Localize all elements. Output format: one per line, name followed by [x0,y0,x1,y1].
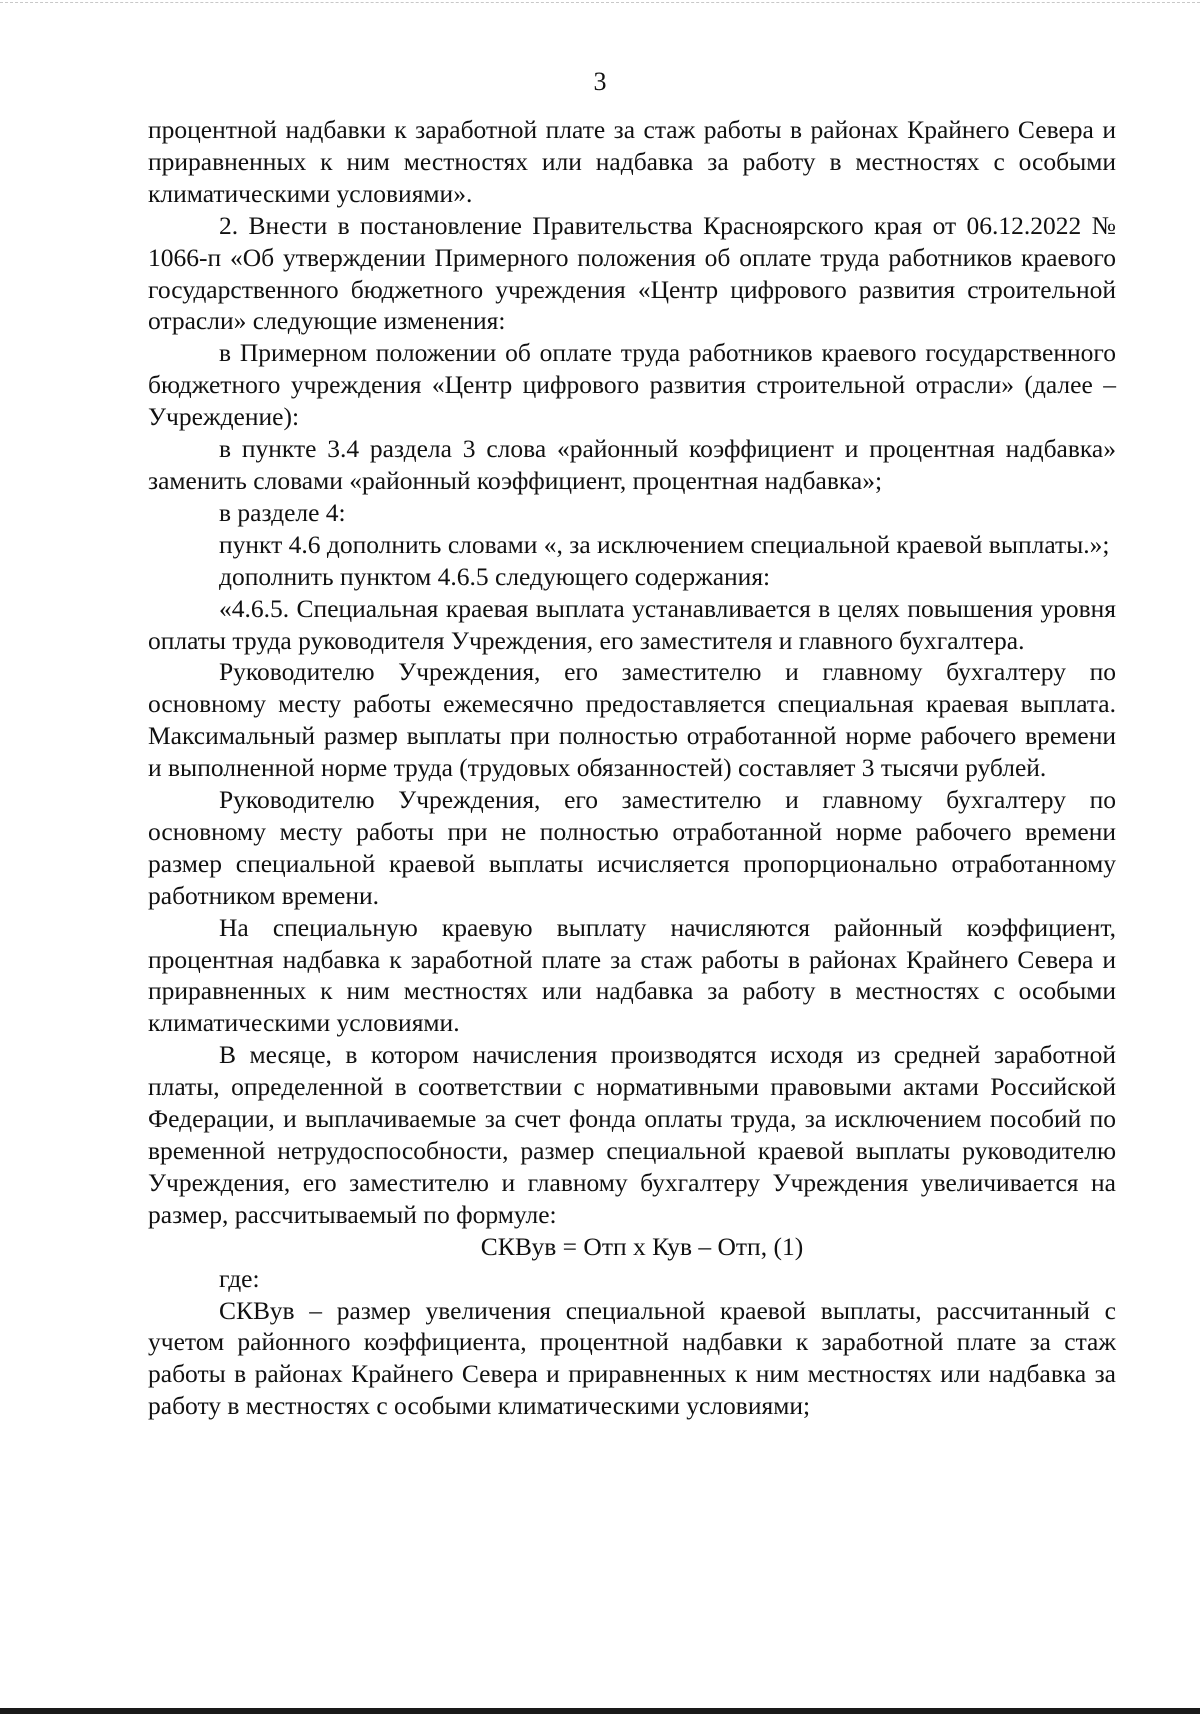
page-number: 3 [593,67,607,96]
paragraph-partial-time: Руководителю Учреждения, его заместителю и главному бухгалтеру по основному месту работы при не полностью отработанной норме рабочего времени размер специальной краевой выплаты исчисляется пропорционально отработанному работником времени. [148,785,1116,910]
paragraph-continuation: процентной надбавки к заработной плате за стаж работы в районах Крайнего Севера и приравненных к ним местностях или надбавка за работу в местностях с особыми климатическими условиями». [148,115,1116,208]
paragraph-amendment-intro: в Примерном положении об оплате труда работников краевого государственного бюджетного учреждения «Центр цифрового развития строительной отрасли» (далее – Учреждение): [148,338,1116,432]
paragraph-where: где: [219,1263,260,1293]
paragraph-item-2: 2. Внести в постановление Правительства Красноярского края от 06.12.2022 № 1066-п «Об утверждении Примерного положения об оплате труда работников краевого государственного бюджетного учреждения «Центр цифрового развития строительной отрасли» следующие изменения: [148,210,1116,336]
document-body [148,114,1116,1422]
paragraph-point-4-6: пункт 4.6 дополнить словами «, за исключением специальной краевой выплаты.»; [219,529,1110,559]
scan-edge-bottom [0,1708,1200,1714]
paragraph-add-4-6-5: дополнить пунктом 4.6.5 следующего содержания: [219,561,771,591]
formula-1: СКВув = Отп х Кув – Отп, (1) [480,1231,804,1261]
paragraph-section-3-4: в пункте 3.4 раздела 3 слова «районный коэффициент и процентная надбавка» заменить словами «районный коэффициент, процентная надбавка»; [148,434,1116,495]
scan-edge-top [0,2,1200,4]
paragraph-average-salary: В месяце, в котором начисления производятся исходя из средней заработной платы, определенной в соответствии с нормативными правовыми актами Российской Федерации, и выплачиваемые за счет фонда оплаты труда, за исключением пособий по временной нетрудоспособности, размер специальной краевой выплаты руководителю Учреждения, его заместителю и главному бухгалтеру Учреждения увеличивается на размер, рассчитываемый по формуле: [148,1040,1116,1229]
paragraph-monthly-payment: Руководителю Учреждения, его заместителю и главному бухгалтеру по основному месту работы ежемесячно предоставляется специальная краевая выплата. Максимальный размер выплаты при полностью отработанной норме рабочего времени и выполненной норме труда (трудовых обязанностей) составляет 3 тысячи рублей. [148,657,1116,783]
paragraph-coefficient: На специальную краевую выплату начисляются районный коэффициент, процентная надбавка к заработной плате за стаж работы в районах Крайнего Севера и приравненных к ним местностях или надбавка за работу в местностях с особыми климатическими условиями. [148,912,1116,1038]
paragraph-4-6-5-text: «4.6.5. Специальная краевая выплата устанавливается в целях повышения уровня оплаты труда руководителя Учреждения, его заместителя и главного бухгалтера. [148,593,1116,655]
paragraph-skvuv-definition: СКВув – размер увеличения специальной краевой выплаты, рассчитанный с учетом районного коэффициента, процентной надбавки к заработной плате за стаж работы в районах Крайнего Севера и приравненных к ним местностях или надбавка за работу в местностях с особыми климатическими условиями; [148,1295,1116,1421]
paragraph-section-4: в разделе 4: [219,497,346,527]
